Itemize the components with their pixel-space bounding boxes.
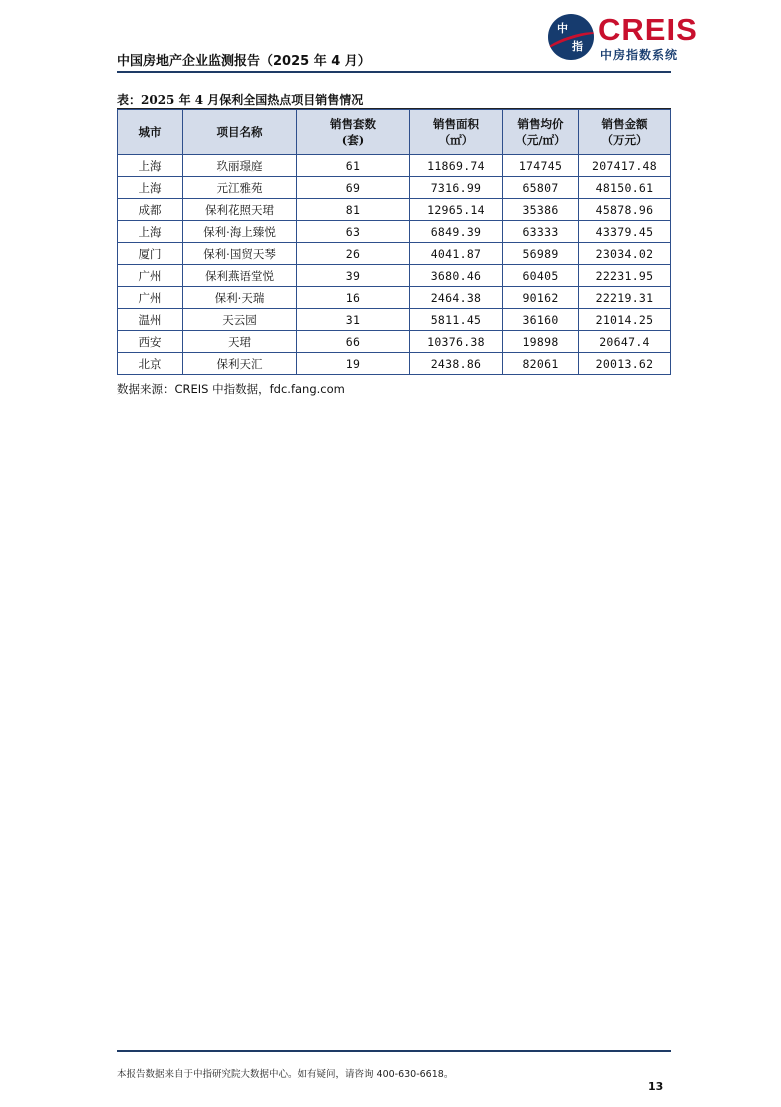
cell-amount: 43379.45 (579, 221, 671, 243)
cell-city: 上海 (118, 155, 183, 177)
col-header-area: 销售面积 （㎡） (410, 110, 503, 155)
cell-amount: 20647.4 (579, 331, 671, 353)
table-row (118, 199, 671, 221)
cell-city: 成都 (118, 199, 183, 221)
cell-city: 北京 (118, 353, 183, 375)
cell-area: 5811.45 (410, 309, 503, 331)
cell-area: 2464.38 (410, 287, 503, 309)
cell-units: 69 (297, 177, 410, 199)
cell-project: 保利花照天珺 (183, 199, 297, 221)
cell-area: 12965.14 (410, 199, 503, 221)
col-header-units: 销售套数 (套) (297, 110, 410, 155)
cell-project: 天云园 (183, 309, 297, 331)
table-row (118, 265, 671, 287)
table-row (118, 177, 671, 199)
col-header-price: 销售均价 （元/㎡） (503, 110, 579, 155)
cell-amount: 45878.96 (579, 199, 671, 221)
logo-subtitle: 中房指数系统 (600, 48, 679, 62)
cell-units: 61 (297, 155, 410, 177)
logo-wordmark: CREIS (598, 12, 698, 47)
cell-price: 63333 (503, 221, 579, 243)
cell-area: 4041.87 (410, 243, 503, 265)
table-header-row (118, 110, 671, 155)
cell-price: 19898 (503, 331, 579, 353)
cell-price: 82061 (503, 353, 579, 375)
cell-units: 81 (297, 199, 410, 221)
cell-units: 26 (297, 243, 410, 265)
table-row (118, 243, 671, 265)
col-header-amount: 销售金额 （万元） (579, 110, 671, 155)
cell-project: 保利·天瑞 (183, 287, 297, 309)
footer-divider (117, 1050, 671, 1052)
cell-city: 上海 (118, 221, 183, 243)
cell-area: 10376.38 (410, 331, 503, 353)
cell-area: 7316.99 (410, 177, 503, 199)
cell-price: 90162 (503, 287, 579, 309)
table-row (118, 287, 671, 309)
cell-amount: 20013.62 (579, 353, 671, 375)
cell-price: 35386 (503, 199, 579, 221)
cell-city: 上海 (118, 177, 183, 199)
cell-units: 39 (297, 265, 410, 287)
cell-units: 31 (297, 309, 410, 331)
cell-price: 60405 (503, 265, 579, 287)
footer-disclaimer: 本报告数据来自于中指研究院大数据中心。如有疑问，请咨询 400-630-6618。 (117, 1069, 454, 1080)
table-row (118, 155, 671, 177)
cell-price: 36160 (503, 309, 579, 331)
cell-amount: 23034.02 (579, 243, 671, 265)
emblem-char-2: 指 (572, 40, 583, 53)
col-header-project: 项目名称 (183, 110, 297, 155)
cell-project: 保利燕语堂悦 (183, 265, 297, 287)
cell-amount: 22219.31 (579, 287, 671, 309)
cell-area: 2438.86 (410, 353, 503, 375)
header-divider (117, 71, 671, 73)
table-row (118, 353, 671, 375)
table-row (118, 331, 671, 353)
creis-logo (548, 14, 708, 62)
col-header-city: 城市 (118, 110, 183, 155)
cell-project: 天珺 (183, 331, 297, 353)
cell-area: 11869.74 (410, 155, 503, 177)
cell-amount: 48150.61 (579, 177, 671, 199)
cell-project: 保利天汇 (183, 353, 297, 375)
cell-project: 保利·海上臻悦 (183, 221, 297, 243)
cell-area: 6849.39 (410, 221, 503, 243)
cell-amount: 21014.25 (579, 309, 671, 331)
cell-amount: 207417.48 (579, 155, 671, 177)
cell-city: 广州 (118, 287, 183, 309)
cell-price: 56989 (503, 243, 579, 265)
cell-city: 广州 (118, 265, 183, 287)
cell-city: 西安 (118, 331, 183, 353)
table-row (118, 221, 671, 243)
table-row (118, 309, 671, 331)
table-caption: 表：2025 年 4 月保利全国热点项目销售情况 (117, 93, 364, 107)
cell-city: 厦门 (118, 243, 183, 265)
creis-emblem-icon (548, 14, 594, 60)
cell-price: 174745 (503, 155, 579, 177)
cell-units: 66 (297, 331, 410, 353)
cell-project: 玖丽璟庭 (183, 155, 297, 177)
cell-units: 16 (297, 287, 410, 309)
cell-project: 元江雅苑 (183, 177, 297, 199)
report-title: 中国房地产企业监测报告（2025 年 4 月） (117, 54, 371, 69)
emblem-char-1: 中 (557, 22, 568, 35)
cell-units: 63 (297, 221, 410, 243)
cell-units: 19 (297, 353, 410, 375)
sales-table (117, 109, 671, 375)
page-number: 13 (648, 1080, 664, 1093)
cell-project: 保利·国贸天琴 (183, 243, 297, 265)
cell-amount: 22231.95 (579, 265, 671, 287)
table-body (118, 155, 671, 375)
cell-area: 3680.46 (410, 265, 503, 287)
data-source-note: 数据来源：CREIS 中指数据，fdc.fang.com (117, 382, 345, 396)
cell-city: 温州 (118, 309, 183, 331)
cell-price: 65807 (503, 177, 579, 199)
